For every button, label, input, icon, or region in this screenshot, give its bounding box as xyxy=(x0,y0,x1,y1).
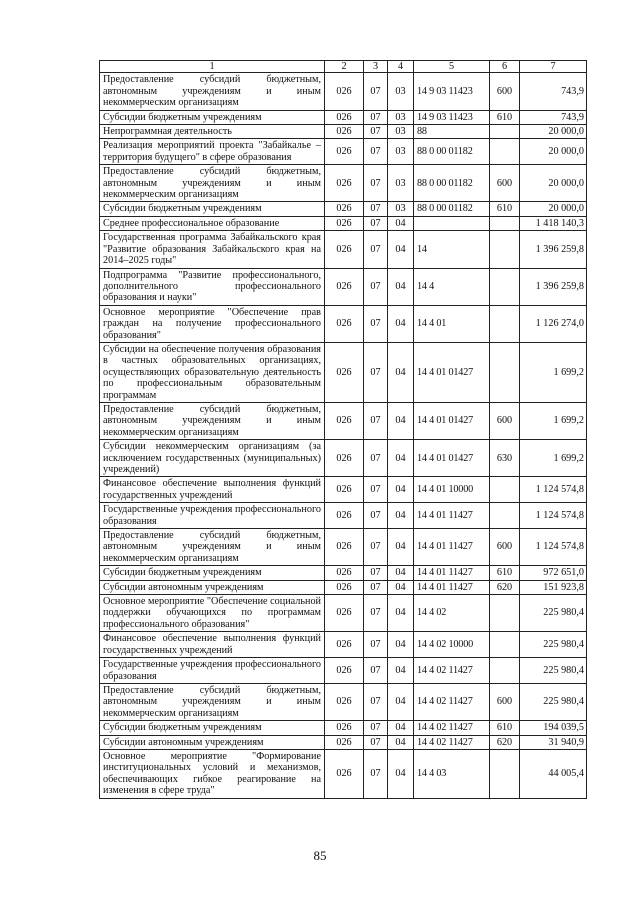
row-label: Государственные учреждения профессионального образования xyxy=(100,503,325,529)
section-code: 07 xyxy=(364,305,388,342)
table-row xyxy=(100,595,587,632)
header-cell: 5 xyxy=(414,61,490,73)
table-row xyxy=(100,749,587,798)
row-label: Предоставление субсидий бюджетным, автономным учреждениям и иным некоммерческим организациям xyxy=(100,73,325,110)
table-row xyxy=(100,503,587,529)
subsection-code: 04 xyxy=(388,342,414,402)
subsection-code: 04 xyxy=(388,735,414,749)
subsection-code: 04 xyxy=(388,216,414,230)
ministry-code: 026 xyxy=(325,529,364,566)
target-article-code: 88 xyxy=(414,125,490,139)
ministry-code: 026 xyxy=(325,202,364,216)
subsection-code: 04 xyxy=(388,749,414,798)
table-row xyxy=(100,125,587,139)
amount: 1 124 574,8 xyxy=(520,477,587,503)
ministry-code: 026 xyxy=(325,658,364,684)
row-label: Предоставление субсидий бюджетным, автономным учреждениям и иным некоммерческим организациям xyxy=(100,683,325,720)
target-article-code: 14 4 02 10000 xyxy=(414,632,490,658)
table-row xyxy=(100,342,587,402)
subsection-code: 04 xyxy=(388,683,414,720)
row-label: Подпрограмма "Развитие профессионального, дополнительного профессионального образования и науки" xyxy=(100,268,325,305)
ministry-code: 026 xyxy=(325,735,364,749)
subsection-code: 04 xyxy=(388,580,414,594)
row-label: Субсидии бюджетным учреждениям xyxy=(100,721,325,735)
row-label: Основное мероприятие "Обеспечение социальной поддержки обучающихся по программам профессионального образования" xyxy=(100,595,325,632)
expense-type-code xyxy=(490,658,520,684)
section-code: 07 xyxy=(364,402,388,439)
section-code: 07 xyxy=(364,73,388,110)
amount: 1 124 574,8 xyxy=(520,503,587,529)
ministry-code: 026 xyxy=(325,73,364,110)
table-row xyxy=(100,110,587,124)
section-code: 07 xyxy=(364,268,388,305)
row-label: Субсидии автономным учреждениям xyxy=(100,580,325,594)
row-label: Субсидии автономным учреждениям xyxy=(100,735,325,749)
table-row xyxy=(100,440,587,477)
table-row xyxy=(100,529,587,566)
ministry-code: 026 xyxy=(325,165,364,202)
amount: 225 980,4 xyxy=(520,632,587,658)
subsection-code: 03 xyxy=(388,202,414,216)
expense-type-code xyxy=(490,477,520,503)
section-code: 07 xyxy=(364,165,388,202)
row-label: Предоставление субсидий бюджетным, автономным учреждениям и иным некоммерческим организациям xyxy=(100,529,325,566)
section-code: 07 xyxy=(364,202,388,216)
amount: 31 940,9 xyxy=(520,735,587,749)
expense-type-code: 620 xyxy=(490,580,520,594)
section-code: 07 xyxy=(364,110,388,124)
target-article-code: 14 xyxy=(414,231,490,268)
expense-type-code xyxy=(490,503,520,529)
row-label: Основное мероприятие "Обеспечение прав граждан на получение профессионального образования" xyxy=(100,305,325,342)
ministry-code: 026 xyxy=(325,721,364,735)
table-row xyxy=(100,165,587,202)
subsection-code: 04 xyxy=(388,402,414,439)
expense-type-code xyxy=(490,268,520,305)
expense-type-code xyxy=(490,632,520,658)
target-article-code: 14 4 01 01427 xyxy=(414,440,490,477)
table-row xyxy=(100,658,587,684)
amount: 1 396 259,8 xyxy=(520,231,587,268)
expense-type-code: 610 xyxy=(490,202,520,216)
ministry-code: 026 xyxy=(325,580,364,594)
table-row xyxy=(100,268,587,305)
section-code: 07 xyxy=(364,503,388,529)
table-row xyxy=(100,216,587,230)
section-code: 07 xyxy=(364,566,388,580)
target-article-code: 14 4 02 11427 xyxy=(414,658,490,684)
target-article-code: 14 4 01 11427 xyxy=(414,580,490,594)
target-article-code xyxy=(414,216,490,230)
header-cell: 3 xyxy=(364,61,388,73)
section-code: 07 xyxy=(364,749,388,798)
ministry-code: 026 xyxy=(325,402,364,439)
subsection-code: 03 xyxy=(388,139,414,165)
target-article-code: 14 4 xyxy=(414,268,490,305)
section-code: 07 xyxy=(364,632,388,658)
target-article-code: 14 4 02 11427 xyxy=(414,735,490,749)
table-row xyxy=(100,735,587,749)
table-row xyxy=(100,402,587,439)
amount: 225 980,4 xyxy=(520,595,587,632)
amount: 1 126 274,0 xyxy=(520,305,587,342)
subsection-code: 04 xyxy=(388,595,414,632)
amount: 1 124 574,8 xyxy=(520,529,587,566)
target-article-code: 14 4 02 11427 xyxy=(414,683,490,720)
section-code: 07 xyxy=(364,580,388,594)
row-label: Финансовое обеспечение выполнения функций государственных учреждений xyxy=(100,632,325,658)
row-label: Субсидии некоммерческим организациям (за исключением государственных (муниципальных) учреждений) xyxy=(100,440,325,477)
table-row xyxy=(100,202,587,216)
table-row xyxy=(100,632,587,658)
amount: 194 039,5 xyxy=(520,721,587,735)
subsection-code: 04 xyxy=(388,566,414,580)
amount: 20 000,0 xyxy=(520,165,587,202)
section-code: 07 xyxy=(364,477,388,503)
amount: 1 699,2 xyxy=(520,440,587,477)
section-code: 07 xyxy=(364,658,388,684)
row-label: Основное мероприятие "Формирование институциональных условий и механизмов, обеспечивающих гибкое реагирование на изменения в сфере труда" xyxy=(100,749,325,798)
subsection-code: 04 xyxy=(388,305,414,342)
table-row xyxy=(100,305,587,342)
target-article-code: 88 0 00 01182 xyxy=(414,165,490,202)
table-row xyxy=(100,683,587,720)
ministry-code: 026 xyxy=(325,566,364,580)
subsection-code: 04 xyxy=(388,503,414,529)
subsection-code: 04 xyxy=(388,529,414,566)
ministry-code: 026 xyxy=(325,110,364,124)
section-code: 07 xyxy=(364,721,388,735)
target-article-code: 14 4 02 xyxy=(414,595,490,632)
header-cell: 4 xyxy=(388,61,414,73)
subsection-code: 04 xyxy=(388,268,414,305)
target-article-code: 14 4 01 11427 xyxy=(414,529,490,566)
budget-table xyxy=(99,60,587,799)
amount: 20 000,0 xyxy=(520,125,587,139)
target-article-code: 14 4 02 11427 xyxy=(414,721,490,735)
page-number: 85 xyxy=(313,848,327,863)
expense-type-code xyxy=(490,305,520,342)
subsection-code: 04 xyxy=(388,231,414,268)
ministry-code: 026 xyxy=(325,305,364,342)
expense-type-code xyxy=(490,216,520,230)
subsection-code: 04 xyxy=(388,477,414,503)
amount: 44 005,4 xyxy=(520,749,587,798)
amount: 225 980,4 xyxy=(520,683,587,720)
expense-type-code: 610 xyxy=(490,566,520,580)
ministry-code: 026 xyxy=(325,125,364,139)
row-label: Субсидии бюджетным учреждениям xyxy=(100,566,325,580)
row-label: Предоставление субсидий бюджетным, автономным учреждениям и иным некоммерческим организациям xyxy=(100,402,325,439)
section-code: 07 xyxy=(364,342,388,402)
subsection-code: 03 xyxy=(388,73,414,110)
row-label: Субсидии бюджетным учреждениям xyxy=(100,110,325,124)
ministry-code: 026 xyxy=(325,440,364,477)
header-cell: 7 xyxy=(520,61,587,73)
expense-type-code xyxy=(490,125,520,139)
expense-type-code: 630 xyxy=(490,440,520,477)
amount: 151 923,8 xyxy=(520,580,587,594)
ministry-code: 026 xyxy=(325,749,364,798)
row-label: Государственные учреждения профессионального образования xyxy=(100,658,325,684)
table-row xyxy=(100,566,587,580)
amount: 1 699,2 xyxy=(520,402,587,439)
ministry-code: 026 xyxy=(325,216,364,230)
subsection-code: 04 xyxy=(388,721,414,735)
target-article-code: 14 4 01 01427 xyxy=(414,342,490,402)
amount: 1 418 140,3 xyxy=(520,216,587,230)
expense-type-code xyxy=(490,595,520,632)
amount: 225 980,4 xyxy=(520,658,587,684)
amount: 972 651,0 xyxy=(520,566,587,580)
subsection-code: 03 xyxy=(388,165,414,202)
ministry-code: 026 xyxy=(325,139,364,165)
table-row xyxy=(100,139,587,165)
row-label: Государственная программа Забайкальского края "Развитие образования Забайкальского края на 2014–2025 годы" xyxy=(100,231,325,268)
table-row xyxy=(100,73,587,110)
section-code: 07 xyxy=(364,231,388,268)
expense-type-code: 600 xyxy=(490,402,520,439)
amount: 1 699,2 xyxy=(520,342,587,402)
subsection-code: 04 xyxy=(388,440,414,477)
ministry-code: 026 xyxy=(325,342,364,402)
target-article-code: 14 4 01 10000 xyxy=(414,477,490,503)
amount: 20 000,0 xyxy=(520,202,587,216)
table-row xyxy=(100,477,587,503)
expense-type-code xyxy=(490,231,520,268)
table-row xyxy=(100,580,587,594)
target-article-code: 14 9 03 11423 xyxy=(414,73,490,110)
table-header-row xyxy=(100,61,587,73)
row-label: Субсидии на обеспечение получения образования в частных образовательных организациях, осуществляющих образовательную деятельность по профессиональным образовательным программам xyxy=(100,342,325,402)
target-article-code: 14 4 01 11427 xyxy=(414,503,490,529)
target-article-code: 14 4 01 01427 xyxy=(414,402,490,439)
budget-table-body xyxy=(100,61,587,799)
section-code: 07 xyxy=(364,216,388,230)
expense-type-code: 620 xyxy=(490,735,520,749)
expense-type-code xyxy=(490,342,520,402)
section-code: 07 xyxy=(364,125,388,139)
section-code: 07 xyxy=(364,440,388,477)
target-article-code: 14 4 01 xyxy=(414,305,490,342)
subsection-code: 04 xyxy=(388,632,414,658)
amount: 20 000,0 xyxy=(520,139,587,165)
section-code: 07 xyxy=(364,735,388,749)
expense-type-code: 600 xyxy=(490,529,520,566)
header-cell: 6 xyxy=(490,61,520,73)
header-cell: 1 xyxy=(100,61,325,73)
target-article-code: 88 0 00 01182 xyxy=(414,202,490,216)
ministry-code: 026 xyxy=(325,268,364,305)
row-label: Реализация мероприятий проекта "Забайкалье – территория будущего" в сфере образования xyxy=(100,139,325,165)
section-code: 07 xyxy=(364,595,388,632)
subsection-code: 03 xyxy=(388,110,414,124)
expense-type-code: 600 xyxy=(490,683,520,720)
row-label: Финансовое обеспечение выполнения функций государственных учреждений xyxy=(100,477,325,503)
expense-type-code: 600 xyxy=(490,73,520,110)
ministry-code: 026 xyxy=(325,231,364,268)
ministry-code: 026 xyxy=(325,683,364,720)
section-code: 07 xyxy=(364,139,388,165)
ministry-code: 026 xyxy=(325,503,364,529)
target-article-code: 14 4 01 11427 xyxy=(414,566,490,580)
expense-type-code xyxy=(490,749,520,798)
row-label: Предоставление субсидий бюджетным, автономным учреждениям и иным некоммерческим организациям xyxy=(100,165,325,202)
amount: 743,9 xyxy=(520,73,587,110)
subsection-code: 03 xyxy=(388,125,414,139)
header-cell: 2 xyxy=(325,61,364,73)
ministry-code: 026 xyxy=(325,632,364,658)
expense-type-code: 600 xyxy=(490,165,520,202)
target-article-code: 88 0 00 01182 xyxy=(414,139,490,165)
amount: 1 396 259,8 xyxy=(520,268,587,305)
row-label: Среднее профессиональное образование xyxy=(100,216,325,230)
table-row xyxy=(100,231,587,268)
ministry-code: 026 xyxy=(325,595,364,632)
amount: 743,9 xyxy=(520,110,587,124)
expense-type-code: 610 xyxy=(490,721,520,735)
section-code: 07 xyxy=(364,683,388,720)
table-row xyxy=(100,721,587,735)
subsection-code: 04 xyxy=(388,658,414,684)
target-article-code: 14 4 03 xyxy=(414,749,490,798)
expense-type-code xyxy=(490,139,520,165)
expense-type-code: 610 xyxy=(490,110,520,124)
row-label: Субсидии бюджетным учреждениям xyxy=(100,202,325,216)
section-code: 07 xyxy=(364,529,388,566)
ministry-code: 026 xyxy=(325,477,364,503)
target-article-code: 14 9 03 11423 xyxy=(414,110,490,124)
row-label: Непрограммная деятельность xyxy=(100,125,325,139)
